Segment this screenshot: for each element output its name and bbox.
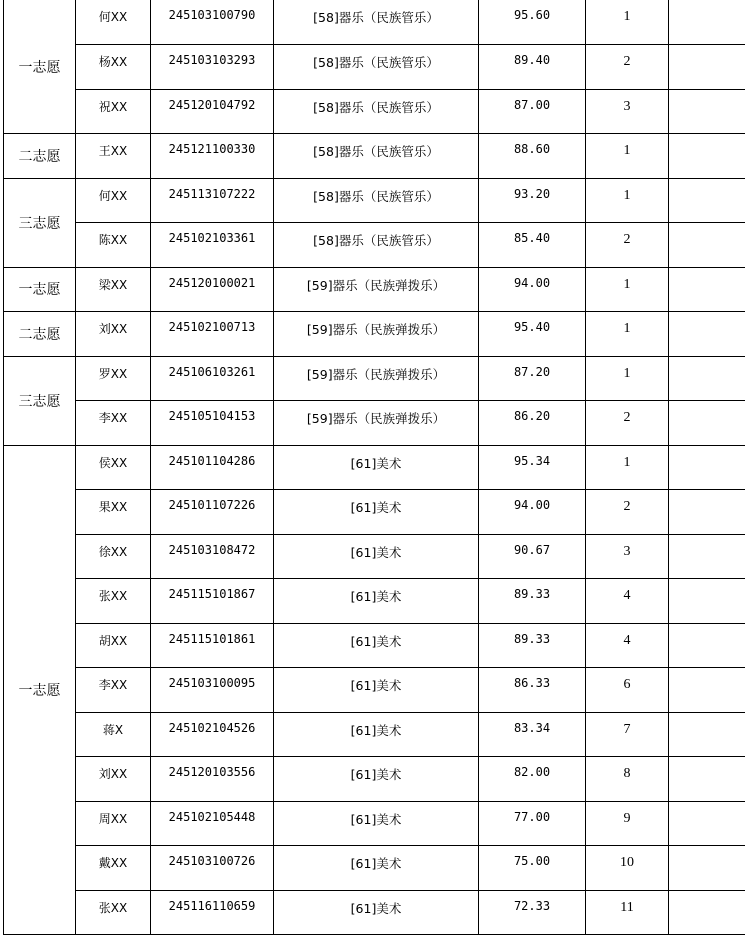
major-cell-text: [61]美术 bbox=[350, 455, 402, 471]
candidate-id-cell bbox=[151, 890, 274, 935]
candidate-name-cell-text: 梁XX bbox=[98, 277, 128, 292]
score-cell bbox=[479, 223, 586, 268]
preference-group-cell: 三志愿 bbox=[4, 356, 76, 445]
score-cell-text: 72.33 bbox=[513, 898, 551, 913]
major-cell bbox=[274, 890, 479, 935]
major-cell-text: [61]美术 bbox=[350, 678, 402, 693]
table-row bbox=[4, 89, 745, 134]
candidate-id-cell bbox=[151, 312, 274, 357]
rank-cell bbox=[586, 490, 669, 535]
candidate-id-cell-text: 245102103361 bbox=[168, 231, 256, 245]
candidate-name-cell-text: 李XX bbox=[98, 678, 128, 692]
score-cell-text: 89.33 bbox=[513, 587, 551, 601]
major-cell-text: [59]器乐（民族弹拨乐） bbox=[306, 366, 446, 382]
candidate-id-cell-text: 245106103261 bbox=[168, 364, 256, 379]
note-cell bbox=[669, 401, 745, 446]
score-cell bbox=[479, 45, 586, 90]
score-cell bbox=[479, 267, 586, 312]
candidate-name-cell bbox=[76, 45, 151, 90]
candidate-name-cell bbox=[76, 534, 151, 579]
rank-cell-text: 4 bbox=[623, 632, 631, 648]
score-cell bbox=[479, 134, 586, 179]
rank-cell bbox=[586, 445, 669, 490]
note-cell-text bbox=[669, 802, 745, 810]
score-cell-text: 82.00 bbox=[513, 765, 551, 779]
candidate-name-cell-text: 刘XX bbox=[98, 322, 128, 336]
candidate-name-cell bbox=[76, 178, 151, 223]
candidate-name-cell-text: 蒋X bbox=[102, 722, 124, 737]
preference-group-cell: 二志愿 bbox=[4, 312, 76, 357]
table-row bbox=[4, 223, 745, 268]
rank-cell-text: 4 bbox=[623, 588, 631, 603]
major-cell-text: [61]美术 bbox=[350, 722, 402, 738]
note-cell bbox=[669, 668, 745, 713]
rank-cell bbox=[586, 223, 669, 268]
rank-cell bbox=[586, 534, 669, 579]
score-cell bbox=[479, 757, 586, 802]
rank-cell bbox=[586, 801, 669, 846]
note-cell bbox=[669, 312, 745, 357]
note-cell bbox=[669, 712, 745, 757]
major-cell bbox=[274, 312, 479, 357]
candidate-name-cell bbox=[76, 267, 151, 312]
table-row bbox=[4, 178, 745, 223]
candidate-name-cell-text: 张XX bbox=[98, 589, 128, 603]
candidate-id-cell-text: 245103108472 bbox=[168, 542, 256, 557]
score-cell bbox=[479, 445, 586, 490]
major-cell-text: [61]美术 bbox=[350, 856, 402, 871]
rank-cell bbox=[586, 757, 669, 802]
preference-group-cell: 一志愿 bbox=[4, 0, 76, 134]
candidate-name-cell-text: 陈XX bbox=[98, 233, 128, 247]
candidate-name-cell bbox=[76, 0, 151, 45]
rank-cell bbox=[586, 846, 669, 891]
candidate-id-cell bbox=[151, 89, 274, 134]
candidate-name-cell bbox=[76, 623, 151, 668]
candidate-id-cell bbox=[151, 0, 274, 45]
candidate-name-cell bbox=[76, 89, 151, 134]
preference-group-cell: 一志愿 bbox=[4, 267, 76, 312]
major-cell-text: [59]器乐（民族弹拨乐） bbox=[306, 322, 446, 337]
major-cell-text: [58]器乐（民族管乐） bbox=[313, 99, 439, 115]
rank-cell bbox=[586, 623, 669, 668]
major-cell bbox=[274, 178, 479, 223]
table-row bbox=[4, 267, 745, 312]
score-cell-text: 89.33 bbox=[513, 631, 551, 646]
rank-cell-text: 1 bbox=[623, 143, 631, 158]
note-cell bbox=[669, 890, 745, 935]
table-row bbox=[4, 490, 745, 535]
candidate-id-cell bbox=[151, 223, 274, 268]
candidate-name-cell-text: 刘XX bbox=[98, 767, 128, 781]
candidate-id-cell-text: 245102105448 bbox=[168, 809, 256, 824]
rank-cell bbox=[586, 89, 669, 134]
rank-cell-text: 2 bbox=[623, 499, 631, 514]
candidate-id-cell-text: 245113107222 bbox=[168, 186, 256, 201]
note-cell-text bbox=[669, 268, 745, 276]
rank-cell-text: 10 bbox=[620, 855, 634, 870]
note-cell-text bbox=[669, 757, 745, 765]
note-cell-text bbox=[669, 668, 745, 676]
major-cell bbox=[274, 223, 479, 268]
major-cell bbox=[274, 668, 479, 713]
rank-cell bbox=[586, 0, 669, 45]
candidate-name-cell-text: 王XX bbox=[98, 144, 128, 158]
candidate-id-cell bbox=[151, 267, 274, 312]
table-row bbox=[4, 134, 745, 179]
note-cell bbox=[669, 178, 745, 223]
major-cell bbox=[274, 445, 479, 490]
score-cell-text: 95.34 bbox=[513, 453, 551, 468]
note-cell bbox=[669, 223, 745, 268]
score-cell-text: 88.60 bbox=[513, 142, 551, 156]
score-cell-text: 93.20 bbox=[513, 186, 551, 201]
major-cell bbox=[274, 801, 479, 846]
candidate-id-cell bbox=[151, 757, 274, 802]
rank-cell-text: 2 bbox=[623, 54, 631, 69]
score-cell-text: 87.20 bbox=[513, 364, 551, 379]
note-cell-text bbox=[669, 179, 745, 187]
candidate-name-cell-text: 祝XX bbox=[98, 99, 128, 114]
note-cell bbox=[669, 490, 745, 535]
major-cell-text: [58]器乐（民族管乐） bbox=[313, 55, 439, 70]
candidate-id-cell bbox=[151, 712, 274, 757]
candidate-name-cell-text: 果XX bbox=[98, 500, 128, 514]
note-cell bbox=[669, 445, 745, 490]
table-row bbox=[4, 757, 745, 802]
note-cell bbox=[669, 757, 745, 802]
table-row bbox=[4, 846, 745, 891]
score-cell bbox=[479, 623, 586, 668]
note-cell bbox=[669, 356, 745, 401]
candidate-name-cell bbox=[76, 401, 151, 446]
candidate-name-cell bbox=[76, 312, 151, 357]
candidate-id-cell-text: 245120103556 bbox=[168, 765, 256, 779]
candidate-name-cell-text: 何XX bbox=[98, 10, 128, 24]
rank-cell bbox=[586, 712, 669, 757]
note-cell-text bbox=[669, 713, 745, 721]
score-cell bbox=[479, 579, 586, 624]
score-cell-text: 86.20 bbox=[513, 409, 551, 423]
score-cell bbox=[479, 312, 586, 357]
note-cell bbox=[669, 0, 745, 45]
candidate-name-cell bbox=[76, 757, 151, 802]
major-cell bbox=[274, 579, 479, 624]
rank-cell-text: 1 bbox=[623, 365, 631, 381]
candidate-name-cell-text: 张XX bbox=[98, 900, 128, 915]
candidate-id-cell bbox=[151, 846, 274, 891]
candidate-name-cell-text: 侯XX bbox=[98, 455, 128, 470]
note-cell-text bbox=[669, 490, 745, 498]
score-cell-text: 86.33 bbox=[513, 676, 551, 690]
score-cell bbox=[479, 712, 586, 757]
candidate-name-cell-text: 戴XX bbox=[98, 856, 128, 870]
candidate-id-cell-text: 245103100726 bbox=[168, 854, 256, 868]
rank-cell bbox=[586, 178, 669, 223]
candidate-id-cell-text: 245103100790 bbox=[168, 8, 256, 22]
major-cell bbox=[274, 356, 479, 401]
score-cell-text: 90.67 bbox=[513, 542, 551, 557]
rank-cell-text: 3 bbox=[623, 543, 631, 559]
major-cell-text: [58]器乐（民族管乐） bbox=[313, 10, 439, 25]
candidate-name-cell bbox=[76, 490, 151, 535]
candidate-id-cell bbox=[151, 356, 274, 401]
major-cell bbox=[274, 490, 479, 535]
table-row bbox=[4, 534, 745, 579]
rank-cell bbox=[586, 45, 669, 90]
note-cell-text bbox=[669, 846, 745, 854]
note-cell-text bbox=[669, 90, 745, 98]
candidate-name-cell bbox=[76, 846, 151, 891]
note-cell bbox=[669, 846, 745, 891]
rank-cell-text: 2 bbox=[623, 410, 631, 425]
table-row bbox=[4, 890, 745, 935]
note-cell-text bbox=[669, 535, 745, 543]
note-cell-text bbox=[669, 401, 745, 409]
note-cell-text bbox=[669, 446, 745, 454]
candidate-name-cell bbox=[76, 890, 151, 935]
candidate-id-cell bbox=[151, 801, 274, 846]
rank-cell-text: 1 bbox=[623, 276, 631, 292]
note-cell-text bbox=[669, 624, 745, 632]
note-cell bbox=[669, 89, 745, 134]
major-cell bbox=[274, 757, 479, 802]
candidate-id-cell bbox=[151, 534, 274, 579]
major-cell bbox=[274, 45, 479, 90]
candidate-id-cell-text: 245102100713 bbox=[168, 320, 256, 334]
candidate-id-cell-text: 245103100095 bbox=[168, 676, 256, 690]
candidate-name-cell bbox=[76, 223, 151, 268]
rank-cell-text: 7 bbox=[623, 721, 631, 737]
major-cell-text: [58]器乐（民族管乐） bbox=[313, 233, 439, 248]
score-cell-text: 94.00 bbox=[513, 498, 551, 512]
note-cell-text bbox=[669, 357, 745, 365]
major-cell bbox=[274, 267, 479, 312]
major-cell-text: [61]美术 bbox=[350, 544, 402, 560]
candidate-id-cell-text: 245120104792 bbox=[168, 97, 256, 112]
score-cell-text: 95.40 bbox=[513, 320, 551, 334]
candidate-id-cell-text: 245116110659 bbox=[168, 898, 256, 913]
candidate-id-cell-text: 245120100021 bbox=[168, 275, 256, 290]
note-cell-text bbox=[669, 223, 745, 231]
candidate-id-cell bbox=[151, 579, 274, 624]
score-cell-text: 87.00 bbox=[513, 97, 551, 112]
candidate-name-cell-text: 胡XX bbox=[98, 633, 128, 648]
score-cell bbox=[479, 801, 586, 846]
candidate-name-cell bbox=[76, 445, 151, 490]
candidate-id-cell-text: 245101107226 bbox=[168, 498, 256, 512]
score-cell-text: 83.34 bbox=[513, 720, 551, 735]
candidate-id-cell bbox=[151, 134, 274, 179]
candidate-id-cell bbox=[151, 178, 274, 223]
rank-cell-text: 11 bbox=[620, 899, 634, 915]
note-cell-text bbox=[669, 45, 745, 53]
major-cell-text: [59]器乐（民族弹拨乐） bbox=[306, 411, 446, 426]
score-cell-text: 89.40 bbox=[513, 53, 551, 67]
rank-cell-text: 1 bbox=[623, 321, 631, 336]
candidate-id-cell-text: 245115101861 bbox=[168, 631, 256, 646]
candidate-id-cell-text: 245103103293 bbox=[168, 53, 256, 67]
candidate-name-cell-text: 杨XX bbox=[98, 55, 128, 69]
score-cell bbox=[479, 0, 586, 45]
major-cell bbox=[274, 712, 479, 757]
note-cell-text bbox=[669, 891, 745, 899]
score-cell-text: 75.00 bbox=[513, 854, 551, 868]
score-cell bbox=[479, 534, 586, 579]
candidate-id-cell-text: 245121100330 bbox=[168, 142, 256, 156]
candidate-name-cell bbox=[76, 356, 151, 401]
rank-cell bbox=[586, 579, 669, 624]
table-row bbox=[4, 712, 745, 757]
note-cell-text bbox=[669, 312, 745, 320]
rank-cell-text: 9 bbox=[623, 810, 631, 826]
table-row bbox=[4, 0, 745, 45]
rank-cell-text: 2 bbox=[623, 232, 631, 247]
candidate-id-cell bbox=[151, 401, 274, 446]
major-cell-text: [61]美术 bbox=[350, 500, 402, 515]
rank-cell-text: 6 bbox=[623, 677, 631, 692]
candidate-name-cell bbox=[76, 668, 151, 713]
candidate-name-cell bbox=[76, 801, 151, 846]
table-row bbox=[4, 801, 745, 846]
candidate-id-cell bbox=[151, 668, 274, 713]
major-cell bbox=[274, 846, 479, 891]
candidate-name-cell-text: 何XX bbox=[98, 188, 128, 203]
rank-cell bbox=[586, 356, 669, 401]
candidate-id-cell-text: 245101104286 bbox=[168, 453, 256, 468]
rank-cell bbox=[586, 134, 669, 179]
table-row bbox=[4, 401, 745, 446]
admission-table bbox=[3, 0, 745, 935]
note-cell bbox=[669, 267, 745, 312]
score-cell-text: 77.00 bbox=[513, 809, 551, 824]
note-cell bbox=[669, 579, 745, 624]
candidate-name-cell bbox=[76, 579, 151, 624]
candidate-id-cell-text: 245102104526 bbox=[168, 720, 256, 735]
table-row bbox=[4, 356, 745, 401]
table-row bbox=[4, 623, 745, 668]
score-cell bbox=[479, 178, 586, 223]
table-row bbox=[4, 312, 745, 357]
preference-group-cell: 三志愿 bbox=[4, 178, 76, 267]
score-cell-text: 95.60 bbox=[513, 8, 551, 22]
rank-cell-text: 1 bbox=[623, 187, 631, 203]
major-cell bbox=[274, 89, 479, 134]
rank-cell bbox=[586, 312, 669, 357]
rank-cell bbox=[586, 267, 669, 312]
rank-cell bbox=[586, 890, 669, 935]
major-cell-text: [58]器乐（民族管乐） bbox=[313, 144, 439, 159]
score-cell-text: 85.40 bbox=[513, 231, 551, 245]
candidate-name-cell-text: 徐XX bbox=[98, 544, 128, 559]
score-cell bbox=[479, 846, 586, 891]
major-cell bbox=[274, 0, 479, 45]
major-cell-text: [61]美术 bbox=[350, 589, 402, 604]
note-cell bbox=[669, 134, 745, 179]
score-cell bbox=[479, 490, 586, 535]
table-row bbox=[4, 45, 745, 90]
candidate-id-cell bbox=[151, 445, 274, 490]
candidate-name-cell-text: 罗XX bbox=[98, 366, 128, 381]
major-cell bbox=[274, 401, 479, 446]
major-cell-text: [58]器乐（民族管乐） bbox=[313, 188, 439, 204]
note-cell-text bbox=[669, 579, 745, 587]
candidate-id-cell-text: 245115101867 bbox=[168, 587, 256, 601]
major-cell bbox=[274, 534, 479, 579]
note-cell bbox=[669, 801, 745, 846]
preference-group-cell: 一志愿 bbox=[4, 445, 76, 935]
table-row bbox=[4, 579, 745, 624]
candidate-name-cell-text: 李XX bbox=[98, 411, 128, 425]
candidate-id-cell-text: 245105104153 bbox=[168, 409, 256, 423]
candidate-id-cell bbox=[151, 45, 274, 90]
score-cell-text: 94.00 bbox=[513, 275, 551, 290]
note-cell bbox=[669, 45, 745, 90]
candidate-name-cell bbox=[76, 712, 151, 757]
score-cell bbox=[479, 89, 586, 134]
note-cell bbox=[669, 534, 745, 579]
score-cell bbox=[479, 356, 586, 401]
rank-cell-text: 1 bbox=[623, 454, 631, 470]
rank-cell bbox=[586, 668, 669, 713]
candidate-id-cell bbox=[151, 490, 274, 535]
table-row bbox=[4, 445, 745, 490]
rank-cell-text: 3 bbox=[623, 98, 631, 114]
preference-group-cell: 二志愿 bbox=[4, 134, 76, 179]
major-cell-text: [61]美术 bbox=[350, 767, 402, 782]
score-cell bbox=[479, 668, 586, 713]
candidate-id-cell bbox=[151, 623, 274, 668]
major-cell-text: [59]器乐（民族弹拨乐） bbox=[306, 277, 446, 293]
table-row bbox=[4, 668, 745, 713]
candidate-name-cell-text: 周XX bbox=[98, 811, 128, 826]
major-cell bbox=[274, 623, 479, 668]
note-cell bbox=[669, 623, 745, 668]
note-cell-text bbox=[669, 0, 745, 8]
note-cell-text bbox=[669, 134, 745, 142]
candidate-name-cell bbox=[76, 134, 151, 179]
major-cell-text: [61]美术 bbox=[350, 633, 402, 649]
major-cell bbox=[274, 134, 479, 179]
rank-cell bbox=[586, 401, 669, 446]
rank-cell-text: 1 bbox=[623, 9, 631, 24]
major-cell-text: [61]美术 bbox=[350, 900, 402, 916]
score-cell bbox=[479, 401, 586, 446]
major-cell-text: [61]美术 bbox=[350, 811, 402, 827]
rank-cell-text: 8 bbox=[623, 766, 631, 781]
score-cell bbox=[479, 890, 586, 935]
